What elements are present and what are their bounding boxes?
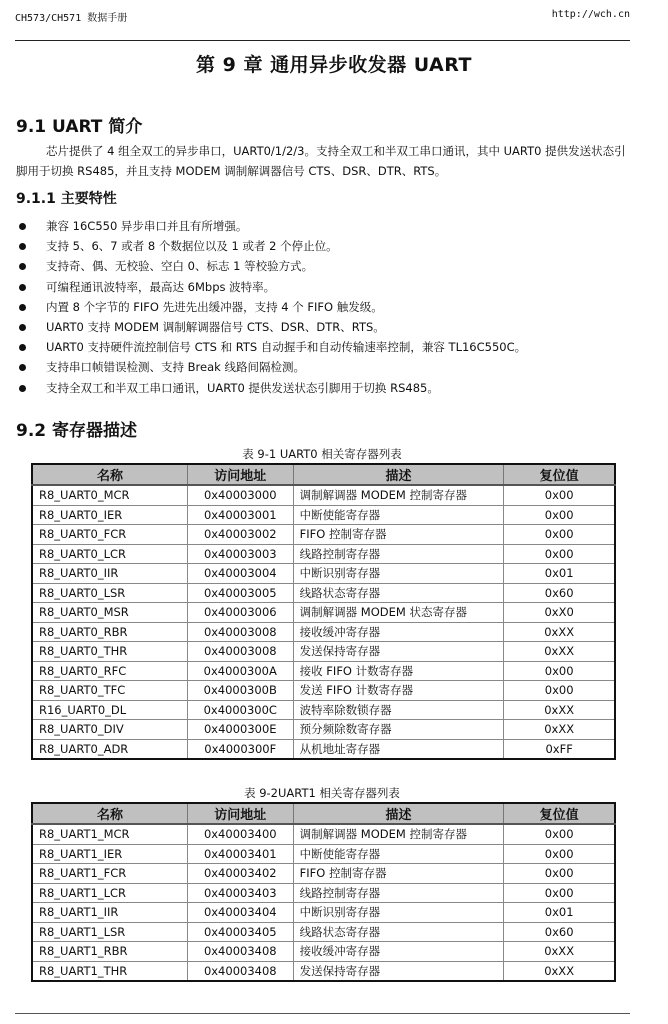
- feature-item: [16, 317, 638, 337]
- feature-item: [16, 378, 638, 398]
- header-address: 访问地址: [187, 464, 293, 485]
- table-row: [32, 824, 615, 844]
- uart0-register-table: [31, 463, 616, 760]
- feature-item: [16, 357, 638, 377]
- register-address: 0x40003006: [187, 603, 293, 623]
- register-address: 0x40003001: [187, 505, 293, 525]
- register-description: 发送 FIFO 计数寄存器: [293, 681, 504, 701]
- register-name: R8_UART1_MCR: [32, 824, 187, 844]
- page-header: [15, 6, 630, 41]
- table-row: [32, 583, 615, 603]
- register-address: 0x40003002: [187, 525, 293, 545]
- header-url: http://wch.cn: [551, 9, 630, 20]
- register-address: 0x4000300E: [187, 720, 293, 740]
- feature-text: 内置 8 个字节的 FIFO 先进先出缓冲器，支持 4 个 FIFO 触发级。: [46, 299, 383, 314]
- bullet-icon: [19, 364, 26, 371]
- register-name: R8_UART0_LSR: [32, 583, 187, 603]
- register-address: 0x4000300C: [187, 700, 293, 720]
- register-reset-value: 0xFF: [504, 739, 615, 759]
- feature-text: 支持串口帧错误检测、支持 Break 线路间隔检测。: [46, 360, 305, 375]
- register-reset-value: 0xXX: [504, 942, 615, 962]
- table-row: [32, 544, 615, 564]
- bullet-icon: [19, 304, 26, 311]
- register-name: R8_UART1_LCR: [32, 883, 187, 903]
- table-row: [32, 961, 615, 981]
- register-reset-value: 0x01: [504, 564, 615, 584]
- register-name: R8_UART1_THR: [32, 961, 187, 981]
- register-description: 中断使能寄存器: [293, 844, 504, 864]
- intro-paragraph: [16, 141, 630, 181]
- register-name: R8_UART1_FCR: [32, 864, 187, 884]
- register-reset-value: 0xXX: [504, 961, 615, 981]
- register-description: 调制解调器 MODEM 状态寄存器: [293, 603, 504, 623]
- register-address: 0x4000300A: [187, 661, 293, 681]
- register-name: R8_UART0_MSR: [32, 603, 187, 623]
- feature-text: UART0 支持 MODEM 调制解调器信号 CTS、DSR、DTR、RTS。: [46, 319, 385, 334]
- register-reset-value: 0xX0: [504, 603, 615, 623]
- register-address: 0x40003401: [187, 844, 293, 864]
- table-row: [32, 844, 615, 864]
- table-9-1-caption: 表 9-1 UART0 相关寄存器列表: [242, 447, 402, 461]
- table-row: [32, 661, 615, 681]
- feature-text: 兼容 16C550 异步串口并且有所增强。: [46, 219, 248, 233]
- table-row: [32, 720, 615, 740]
- register-reset-value: 0x00: [504, 544, 615, 564]
- chapter-title: 第 9 章 通用异步收发器 UART: [196, 54, 472, 76]
- header-address: 访问地址: [187, 803, 293, 824]
- document-title: CH573/CH571 数据手册: [15, 13, 128, 24]
- table-row: [32, 864, 615, 884]
- table-row: [32, 681, 615, 701]
- register-address: 0x4000300F: [187, 739, 293, 759]
- register-description: 线路状态寄存器: [293, 922, 504, 942]
- register-description: 预分频除数寄存器: [293, 720, 504, 740]
- register-name: R8_UART0_TFC: [32, 681, 187, 701]
- intro-text: 芯片提供了 4 组全双工的异步串口，UART0/1/2/3。支持全双工和半双工串口通讯，其中 UART0 提供发送状态引脚用于切换 RS485，并且支持 MODEM 调制解调器信号 CTS、DSR、DTR、RTS。: [16, 144, 626, 178]
- register-description: 发送保持寄存器: [293, 961, 504, 981]
- register-address: 0x40003405: [187, 922, 293, 942]
- feature-text: UART0 支持硬件流控制信号 CTS 和 RTS 自动握手和自动传输速率控制，兼容 TL16C550C。: [46, 340, 527, 355]
- register-reset-value: 0xXX: [504, 720, 615, 740]
- table-row: [32, 564, 615, 584]
- feature-text: 支持奇、偶、无校验、空白 0、标志 1 等校验方式。: [46, 259, 314, 274]
- register-name: R8_UART1_IIR: [32, 903, 187, 923]
- register-reset-value: 0x60: [504, 922, 615, 942]
- register-description: 中断使能寄存器: [293, 505, 504, 525]
- register-address: 0x40003402: [187, 864, 293, 884]
- feature-text: 可编程通讯波特率，最高达 6Mbps 波特率。: [46, 279, 276, 294]
- register-reset-value: 0xXX: [504, 700, 615, 720]
- table-header-row: [32, 464, 615, 485]
- register-name: R8_UART0_LCR: [32, 544, 187, 564]
- header-name: 名称: [32, 803, 187, 824]
- register-reset-value: 0x00: [504, 864, 615, 884]
- register-description: 线路控制寄存器: [293, 544, 504, 564]
- register-name: R8_UART0_DIV: [32, 720, 187, 740]
- header-reset-value: 复位值: [504, 803, 615, 824]
- register-address: 0x4000300B: [187, 681, 293, 701]
- bullet-icon: [19, 284, 26, 291]
- header-description: 描述: [293, 464, 504, 485]
- register-address: 0x40003005: [187, 583, 293, 603]
- feature-item: [16, 297, 638, 317]
- register-description: 从机地址寄存器: [293, 739, 504, 759]
- feature-item: [16, 216, 638, 236]
- register-description: 发送保持寄存器: [293, 642, 504, 662]
- register-description: 线路控制寄存器: [293, 883, 504, 903]
- features-list: [16, 216, 638, 398]
- register-description: 调制解调器 MODEM 控制寄存器: [293, 485, 504, 505]
- table-row: [32, 525, 615, 545]
- register-name: R8_UART1_LSR: [32, 922, 187, 942]
- register-address: 0x40003008: [187, 622, 293, 642]
- register-description: 中断识别寄存器: [293, 564, 504, 584]
- feature-text: 支持全双工和半双工串口通讯，UART0 提供发送状态引脚用于切换 RS485。: [46, 380, 439, 395]
- register-address: 0x40003000: [187, 485, 293, 505]
- section-9-1-1-title: 9.1.1 主要特性: [16, 191, 117, 207]
- register-name: R8_UART0_IIR: [32, 564, 187, 584]
- uart1-register-table: [31, 802, 616, 982]
- register-name: R8_UART0_ADR: [32, 739, 187, 759]
- table-row: [32, 622, 615, 642]
- section-9-1-title: 9.1 UART 简介: [16, 117, 143, 137]
- table-row: [32, 642, 615, 662]
- register-address: 0x40003408: [187, 942, 293, 962]
- register-address: 0x40003008: [187, 642, 293, 662]
- table-header-row: [32, 803, 615, 824]
- register-description: FIFO 控制寄存器: [293, 864, 504, 884]
- header-reset-value: 复位值: [504, 464, 615, 485]
- feature-item: [16, 337, 638, 357]
- register-reset-value: 0x00: [504, 661, 615, 681]
- register-reset-value: 0x00: [504, 505, 615, 525]
- table-row: [32, 739, 615, 759]
- register-reset-value: 0xXX: [504, 642, 615, 662]
- register-address: 0x40003408: [187, 961, 293, 981]
- register-description: 调制解调器 MODEM 控制寄存器: [293, 824, 504, 844]
- register-description: 中断识别寄存器: [293, 903, 504, 923]
- register-name: R8_UART1_IER: [32, 844, 187, 864]
- section-9-2-title: 9.2 寄存器描述: [16, 421, 138, 441]
- register-address: 0x40003400: [187, 824, 293, 844]
- register-reset-value: 0x00: [504, 525, 615, 545]
- register-address: 0x40003403: [187, 883, 293, 903]
- page-footer: [15, 1013, 630, 1024]
- register-address: 0x40003404: [187, 903, 293, 923]
- table-row: [32, 700, 615, 720]
- bullet-icon: [19, 324, 26, 331]
- feature-text: 支持 5、6、7 或者 8 个数据位以及 1 或者 2 个停止位。: [46, 239, 338, 254]
- bullet-icon: [19, 385, 26, 392]
- table-row: [32, 603, 615, 623]
- table-row: [32, 883, 615, 903]
- bullet-icon: [19, 243, 26, 250]
- table-row: [32, 485, 615, 505]
- register-reset-value: 0x60: [504, 583, 615, 603]
- register-description: 线路状态寄存器: [293, 583, 504, 603]
- register-reset-value: 0x00: [504, 681, 615, 701]
- header-name: 名称: [32, 464, 187, 485]
- bullet-icon: [19, 344, 26, 351]
- register-reset-value: 0xXX: [504, 622, 615, 642]
- register-name: R8_UART0_IER: [32, 505, 187, 525]
- table-row: [32, 903, 615, 923]
- register-description: 接收缓冲寄存器: [293, 622, 504, 642]
- register-address: 0x40003003: [187, 544, 293, 564]
- table-row: [32, 942, 615, 962]
- feature-item: [16, 236, 638, 256]
- register-name: R8_UART0_MCR: [32, 485, 187, 505]
- register-description: 波特率除数锁存器: [293, 700, 504, 720]
- table-9-2-caption: 表 9-2UART1 相关寄存器列表: [244, 786, 400, 800]
- register-name: R8_UART0_FCR: [32, 525, 187, 545]
- header-description: 描述: [293, 803, 504, 824]
- bullet-icon: [19, 223, 26, 230]
- register-reset-value: 0x01: [504, 903, 615, 923]
- register-description: 接收 FIFO 计数寄存器: [293, 661, 504, 681]
- register-reset-value: 0x00: [504, 844, 615, 864]
- register-name: R8_UART0_RFC: [32, 661, 187, 681]
- feature-item: [16, 256, 638, 276]
- register-reset-value: 0x00: [504, 824, 615, 844]
- bullet-icon: [19, 263, 26, 270]
- register-name: R8_UART0_RBR: [32, 622, 187, 642]
- register-name: R8_UART1_RBR: [32, 942, 187, 962]
- table-row: [32, 505, 615, 525]
- register-reset-value: 0x00: [504, 883, 615, 903]
- table-row: [32, 922, 615, 942]
- register-description: 接收缓冲寄存器: [293, 942, 504, 962]
- feature-item: [16, 277, 638, 297]
- register-name: R16_UART0_DL: [32, 700, 187, 720]
- register-address: 0x40003004: [187, 564, 293, 584]
- register-reset-value: 0x00: [504, 485, 615, 505]
- register-name: R8_UART0_THR: [32, 642, 187, 662]
- register-description: FIFO 控制寄存器: [293, 525, 504, 545]
